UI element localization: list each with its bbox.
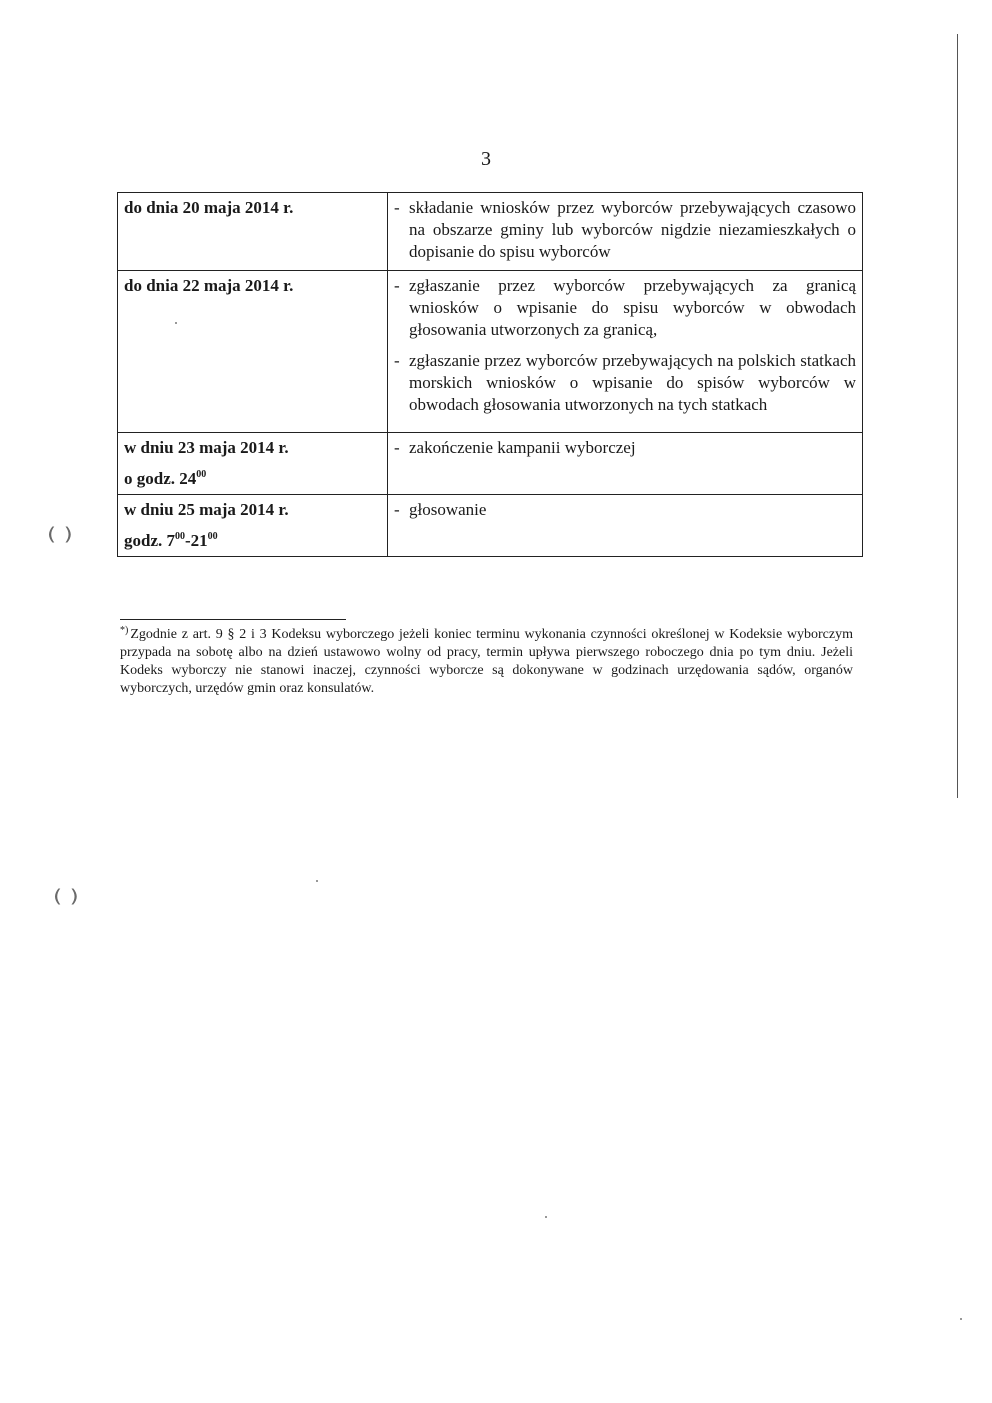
table-row [118, 433, 863, 495]
table-row [118, 193, 863, 271]
activity-cell [388, 433, 863, 495]
activity-text: zgłaszanie przez wyborców przebywających na polskich statkach morskich wniosków o wpisanie do spisów wyborców w obwodach głosowania utworzonych na tych statkach [409, 351, 856, 414]
dash-marker: - [394, 351, 400, 370]
table-row [118, 495, 863, 557]
activity-item [394, 499, 856, 521]
date-cell [118, 193, 388, 271]
footnote [120, 626, 853, 698]
dash-marker: - [394, 276, 400, 295]
activity-item [394, 350, 856, 416]
activity-cell [388, 495, 863, 557]
activity-cell [388, 271, 863, 433]
time-text [124, 468, 381, 490]
activity-text: zgłaszanie przez wyborców przebywających za granicą wniosków o wpisanie do spisu wyborców w obwodach głosowania utworzonych za granicą, [409, 276, 856, 339]
dash-marker: - [394, 500, 400, 519]
scan-speck [316, 880, 318, 882]
punch-hole-mark: ( ) [53, 886, 79, 907]
footnote-separator [120, 619, 346, 620]
date-cell [118, 495, 388, 557]
date-text: do dnia 22 maja 2014 r. [124, 276, 294, 295]
page-number: 3 [481, 148, 491, 170]
activity-item [394, 197, 856, 263]
time-prefix: o godz. 24 [124, 469, 197, 488]
date-cell [118, 433, 388, 495]
scan-speck [960, 1318, 962, 1320]
scan-speck [545, 1216, 547, 1218]
time-text [124, 530, 381, 552]
footnote-text: Zgodnie z art. 9 § 2 i 3 Kodeksu wyborczego jeżeli koniec terminu wykonania czynności określonej w Kodeksie wyborczym przypada na sobotę albo na dzień ustawowo wolny od pracy, termin upływa pierwszego roboczego dnia po tym dniu. Jeżeli Kodeks wyborczy nie stanowi inaczej, czynności wyborcze są dokonywane w godzinach urzędowania sądów, organów wyborczych, urzędów gmin oraz konsulatów. [120, 627, 853, 696]
punch-hole-mark: ( ) [47, 524, 73, 545]
time-superscript: 00 [196, 469, 207, 480]
activity-text: składanie wniosków przez wyborców przebywających czasowo na obszarze gminy lub wyborców nigdzie niezamieszkałych o dopisanie do spisu wyborców [409, 198, 856, 261]
time-prefix: godz. 7 [124, 531, 175, 550]
activity-text: zakończenie kampanii wyborczej [409, 438, 636, 457]
time-superscript: 00 [175, 531, 185, 542]
activity-text: głosowanie [409, 500, 487, 519]
date-text: do dnia 20 maja 2014 r. [124, 198, 294, 217]
date-cell [118, 271, 388, 433]
scan-edge-line [957, 34, 958, 798]
activity-cell [388, 193, 863, 271]
election-schedule-table [117, 192, 863, 557]
dash-marker: - [394, 198, 400, 217]
activity-item [394, 275, 856, 341]
activity-item [394, 437, 856, 459]
scan-speck [175, 322, 177, 324]
table-row [118, 271, 863, 433]
footnote-marker: *) [120, 625, 129, 636]
time-superscript: 00 [207, 531, 218, 542]
dash-marker: - [394, 438, 400, 457]
date-text: w dniu 25 maja 2014 r. [124, 500, 289, 519]
date-text: w dniu 23 maja 2014 r. [124, 438, 289, 457]
time-separator: -21 [185, 531, 208, 550]
